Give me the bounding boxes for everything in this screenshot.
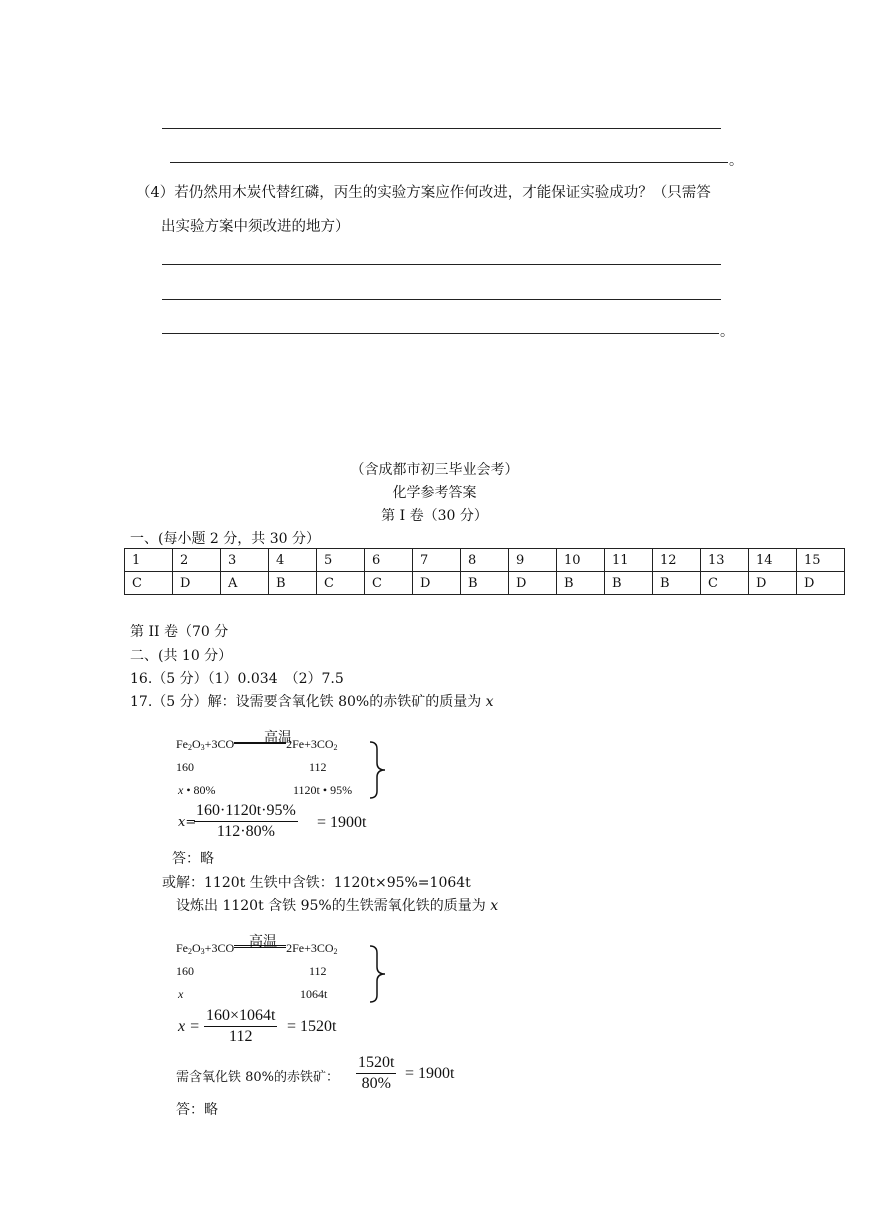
fraction-bar	[204, 1026, 277, 1027]
table-row-answers	[125, 572, 845, 595]
alternative-solution-line-2	[176, 895, 498, 915]
answer-line	[162, 128, 721, 129]
fraction-bar	[194, 821, 298, 822]
right-brace	[368, 945, 390, 1003]
question-number-cell: 2	[173, 549, 221, 572]
alternative-solution-line-1: 或解：1120t 生铁中含铁：1120t×95%=1064t	[162, 875, 471, 891]
question-number-cell: 5	[317, 549, 365, 572]
question-4-line-2: 出实验方案中须改进的地方）	[161, 219, 350, 235]
answer-header-title: 化学参考答案	[392, 485, 477, 501]
fraction-3	[356, 1054, 396, 1093]
answer-table	[124, 548, 845, 595]
variable-x: x	[178, 783, 184, 797]
answer-letter-cell: C	[317, 572, 365, 595]
question-number-cell: 7	[413, 549, 461, 572]
calc-1-result: = 1900t	[317, 814, 367, 831]
question-17-intro	[130, 691, 494, 711]
subscript: 2	[333, 947, 338, 956]
formula-part: Fe	[176, 737, 188, 751]
formula-part: Fe	[176, 941, 188, 955]
answer-letter-cell: B	[557, 572, 605, 595]
formula-part: O	[192, 737, 201, 751]
answer-letter-cell: B	[269, 572, 317, 595]
question-number-cell: 14	[749, 549, 797, 572]
question-4-line-1: （4）若仍然用木炭代替红磷，丙生的实验方案应作何改进，才能保证实验成功？（只需答	[136, 185, 711, 201]
subscript: 2	[188, 743, 192, 752]
answer-letter-cell: D	[413, 572, 461, 595]
answer-line	[170, 162, 728, 163]
fraction-denominator: 112	[229, 1028, 253, 1045]
question-17-text: 17.（5 分）解：设需要含氧化铁 80%的赤铁矿的质量为	[130, 694, 482, 710]
question-number-cell: 9	[509, 549, 557, 572]
mass-row-2-left	[178, 783, 216, 798]
answer-letter-cell: C	[701, 572, 749, 595]
fraction-denominator: 112·80%	[216, 823, 275, 840]
fraction-bar	[356, 1073, 396, 1074]
subscript: 2	[333, 743, 338, 752]
subscript: 3	[200, 947, 205, 956]
answer-letter-cell: D	[509, 572, 557, 595]
question-number-cell: 4	[269, 549, 317, 572]
answer-line	[162, 333, 719, 334]
formula-part: 2Fe+3CO	[286, 941, 334, 955]
mass-row-1-right: 112	[309, 964, 327, 978]
answer-letter-cell: B	[461, 572, 509, 595]
answer-line	[162, 264, 721, 265]
answer-line	[162, 299, 721, 300]
answer-letter-cell: D	[749, 572, 797, 595]
reaction-condition-2: 高温	[249, 934, 277, 950]
answer-omitted-1: 答：略	[172, 851, 214, 867]
formula-part: +3CO	[204, 737, 235, 751]
section-2-title: 二、(共 10 分）	[130, 648, 233, 664]
question-number-cell: 10	[557, 549, 605, 572]
mass-row-1-left: 160	[176, 964, 194, 978]
section-1-title: 一、(每小题 2 分，共 30 分）	[130, 531, 320, 547]
question-number-cell: 8	[461, 549, 509, 572]
fraction-2	[204, 1007, 277, 1046]
mass-row-2-right: 1120t • 95%	[293, 783, 353, 797]
volume-2-title: 第 II 卷（70 分	[130, 624, 229, 640]
answer-letter-cell: D	[173, 572, 221, 595]
question-number-cell: 1	[125, 549, 173, 572]
fraction-numerator: 160·1120t·95%	[196, 802, 296, 819]
formula-part: O	[192, 941, 201, 955]
question-number-cell: 12	[653, 549, 701, 572]
ore-mass-label: 需含氧化铁 80%的赤铁矿：	[176, 1070, 340, 1085]
answer-letter-cell: C	[125, 572, 173, 595]
answer-letter-cell: D	[797, 572, 845, 595]
subscript: 3	[200, 743, 205, 752]
question-number-cell: 15	[797, 549, 845, 572]
question-number-cell: 13	[701, 549, 749, 572]
period-mark: 。	[720, 324, 734, 340]
answer-omitted-2: 答：略	[176, 1102, 218, 1118]
reaction-condition: 高温	[264, 730, 292, 746]
variable-x: x	[490, 898, 499, 914]
x-equals: x =	[178, 1018, 200, 1035]
answer-letter-cell: B	[605, 572, 653, 595]
right-brace	[368, 741, 390, 799]
alternative-solution-text: 设炼出 1120t 含铁 95%的生铁需氧化铁的质量为	[176, 898, 486, 914]
subscript: 2	[188, 947, 192, 956]
question-number-cell: 3	[221, 549, 269, 572]
formula-part: 2Fe+3CO	[286, 737, 334, 751]
period-mark: 。	[729, 153, 743, 169]
question-number-cell: 11	[605, 549, 653, 572]
answer-header-subtitle: （含成都市初三毕业会考）	[350, 462, 519, 478]
table-row-numbers	[125, 549, 845, 572]
formula-part: +3CO	[204, 941, 235, 955]
mass-row-1-right: 112	[309, 760, 327, 774]
answer-letter-cell: C	[365, 572, 413, 595]
question-16-answer: 16.（5 分）（1）0.034 （2）7.5	[130, 671, 344, 687]
fraction-numerator: 1520t	[358, 1054, 395, 1071]
mass-row-2-right: 1064t	[300, 987, 328, 1001]
variable-x: x	[485, 694, 494, 710]
x-equals: x=	[178, 815, 197, 830]
fraction-1	[194, 802, 298, 841]
answer-letter-cell: B	[653, 572, 701, 595]
fraction-numerator: 160×1064t	[206, 1007, 276, 1024]
mass-row-2-left: x	[178, 987, 184, 1001]
mass-row-1-left: 160	[176, 760, 194, 774]
ore-mass-result: = 1900t	[405, 1065, 455, 1082]
volume-1-title: 第 I 卷（30 分）	[381, 508, 488, 524]
reaction-equation	[176, 737, 338, 752]
calc-2-result: = 1520t	[287, 1018, 337, 1035]
question-number-cell: 6	[365, 549, 413, 572]
answer-letter-cell: A	[221, 572, 269, 595]
fraction-denominator: 80%	[361, 1075, 391, 1092]
mass-expression: • 80%	[183, 783, 216, 797]
